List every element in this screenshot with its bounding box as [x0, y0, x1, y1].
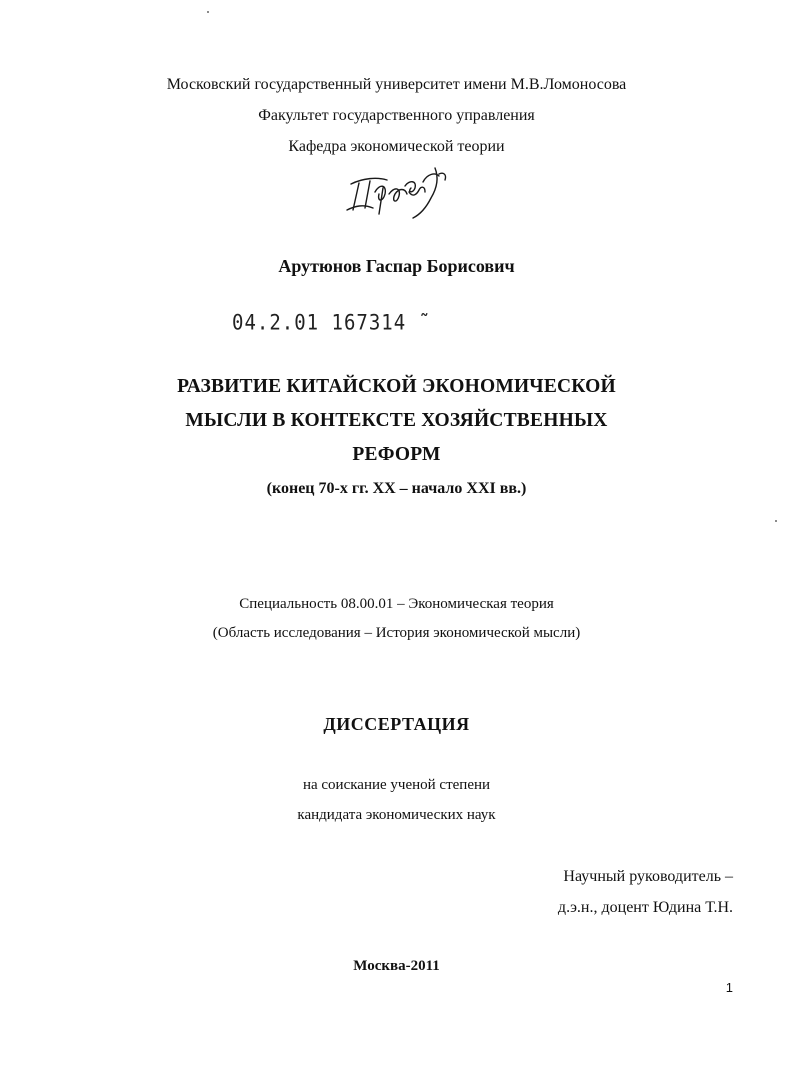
degree-line-1: на соискание ученой степени: [302, 777, 491, 793]
page-number: 1: [725, 980, 733, 995]
author-name: Арутюнов Гаспар Борисович: [278, 256, 515, 276]
supervisor-label: Научный руководитель –: [563, 868, 733, 885]
specialty-line: Специальность 08.00.01 – Экономическая теория: [239, 596, 554, 612]
department-name: Кафедра экономической теории: [288, 138, 505, 155]
scan-speck: [207, 11, 209, 13]
title-line-1: РАЗВИТИЕ КИТАЙСКОЙ ЭКОНОМИЧЕСКОЙ: [177, 376, 616, 397]
research-area-line: (Область исследования – История экономической мысли): [212, 625, 581, 641]
title-line-2: МЫСЛИ В КОНТЕКСТЕ ХОЗЯЙСТВЕННЫХ: [185, 410, 608, 431]
faculty-name: Факультет государственного управления: [258, 107, 535, 124]
title-period: (конец 70-х гг. XX – начало XXI вв.): [266, 480, 527, 497]
university-name: Московский государственный университет имени М.В.Ломоносова: [166, 76, 627, 93]
handwritten-signature: [343, 164, 455, 220]
degree-line-2: кандидата экономических наук: [297, 807, 496, 823]
place-and-year: Москва-2011: [353, 958, 440, 974]
registration-stamp: 04.2.01 167314 ˜: [232, 310, 432, 336]
scan-speck: [775, 520, 777, 522]
supervisor-name: д.э.н., доцент Юдина Т.Н.: [557, 899, 733, 916]
document-type-heading: ДИССЕРТАЦИЯ: [323, 714, 470, 734]
title-line-3: РЕФОРМ: [352, 444, 441, 465]
